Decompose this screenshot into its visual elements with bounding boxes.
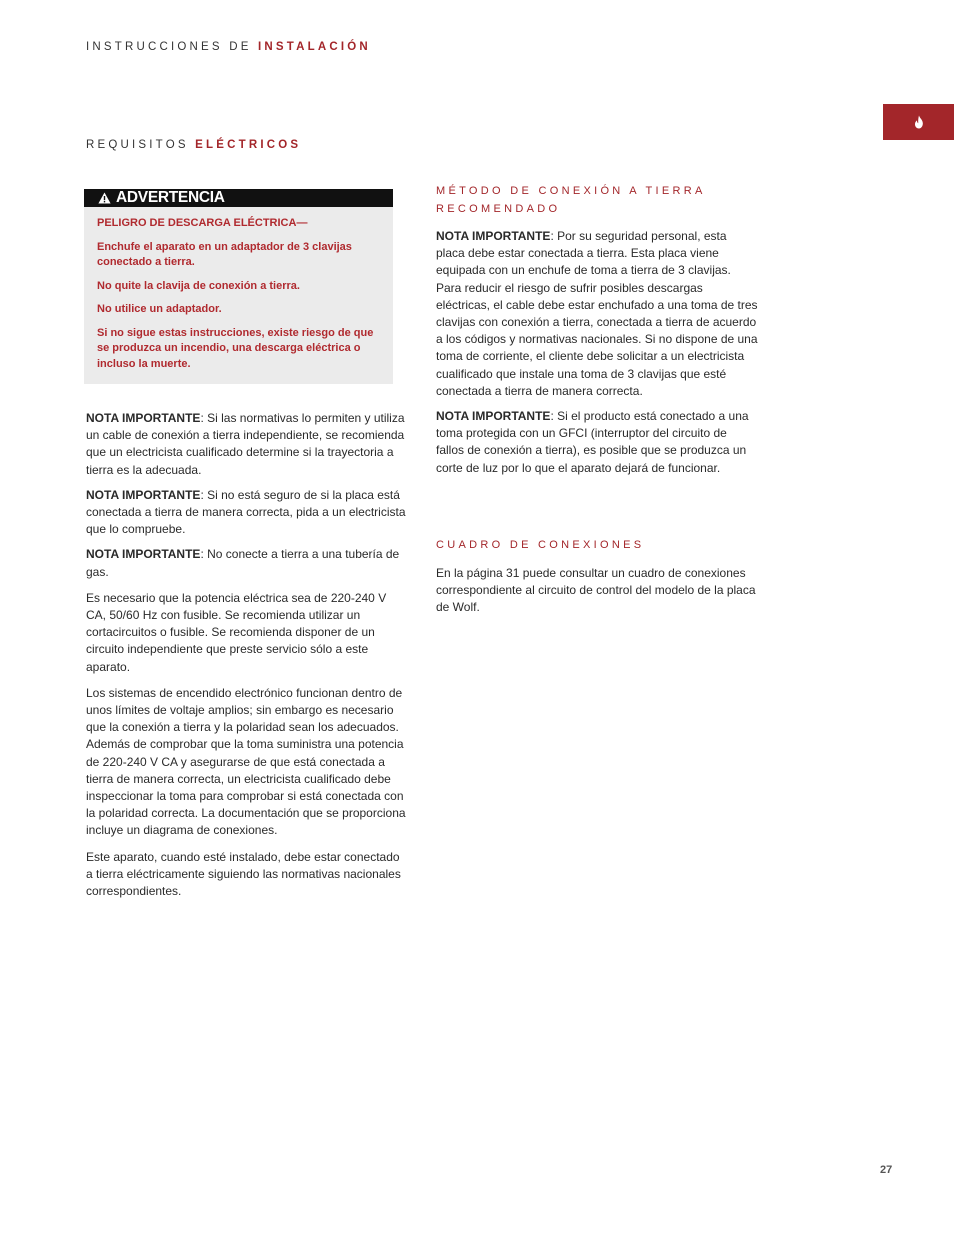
- warning-title: ADVERTENCIA: [116, 189, 225, 206]
- note-label: NOTA IMPORTANTE: [86, 411, 201, 425]
- note-text: : Si no está seguro de si la placa está conectada a tierra de manera correcta, pida a un electricista que lo compruebe.: [86, 487, 406, 537]
- paragraph: Es necesario que la potencia eléctrica sea de 220-240 V CA, 50/60 Hz con fusible. Se recomienda utilizar un cortacircuitos o fusible. Se recomienda disponer de un circuito independiente que preste servicio sólo a este aparato.: [86, 590, 387, 674]
- warning-line: No utilice un adaptador.: [97, 303, 222, 315]
- note-text: : Por su seguridad personal, esta placa debe estar conectada a tierra. Esta placa viene equipada con un enchufe de toma a tierra de 3 clavijas. Para reducir el riesgo de sufrir posibles descargas eléctricas, el cable debe estar enchufado a una toma de tres clavijas con conexión a tierra, conectada a tierra de acuerdo a los códigos y normativas nacionales. Si no dispone de una toma de corriente, el cliente debe solicitar a un electricista cualificado que instale una toma de 3 clavijas que esté conectada a tierra de manera correcta.: [436, 229, 758, 398]
- note-text: : Si el producto está conectado a una toma protegida con un GFCI (interruptor del circuito de fallos de conexión a tierra), es posible que se produzca un corte de luz por lo que el aparato dejará de funcionar.: [436, 409, 749, 475]
- note-label: NOTA IMPORTANTE: [436, 409, 551, 424]
- paragraph: Los sistemas de encendido electrónico funcionan dentro de unos límites de voltaje amplios; sin embargo es necesario que la conexión a tierra y la polaridad sean los adecuados. Además de comprobar que la toma suministra una potencia de 220-240 V CA y asegurarse de que está conectada a tierra de manera correcta, un electricista cualificado debe inspeccionar la toma para comprobar si está conectada con la polaridad correcta. La documentación que se proporciona incluye un diagrama de conexiones.: [86, 685, 406, 838]
- subsection-title-grounding: [436, 182, 706, 218]
- warning-line: Si no sigue estas instrucciones, existe riesgo de que se produzca un incendio, una descarga eléctrica o incluso la muerte.: [97, 326, 374, 370]
- paragraph: [86, 546, 406, 580]
- warning-line: No quite la clavija de conexión a tierra.: [97, 279, 300, 292]
- warning-line: Enchufe el aparato en un adaptador de 3 clavijas conectado a tierra.: [97, 240, 352, 268]
- note-label: NOTA IMPORTANTE: [86, 547, 201, 562]
- warning-line: PELIGRO DE DESCARGA ELÉCTRICA—: [97, 217, 308, 229]
- header-prefix: INSTRUCCIONES DE: [86, 41, 252, 53]
- paragraph: [436, 228, 758, 400]
- right-column: [436, 228, 758, 485]
- paragraph: Este aparato, cuando esté instalado, debe estar conectado a tierra eléctricamente siguiendo las normativas nacionales correspondientes.: [86, 849, 401, 899]
- page-number: 27: [880, 1164, 893, 1176]
- subsection-title-line: RECOMENDADO: [436, 203, 561, 215]
- warning-body: [84, 207, 393, 372]
- header-accent: INSTALACIÓN: [257, 41, 371, 53]
- flame-icon: [913, 115, 925, 129]
- section-title: [86, 139, 301, 151]
- warning-header: [84, 189, 393, 207]
- section-tab: [883, 104, 954, 140]
- subsection-title-chart: CUADRO DE CONEXIONES: [436, 539, 645, 551]
- subsection-title-line: MÉTODO DE CONEXIÓN A TIERRA: [436, 185, 706, 197]
- warning-triangle-icon: [98, 192, 111, 204]
- warning-box: [84, 189, 393, 384]
- note-text: : No conecte a tierra a una tubería de gas.: [86, 547, 400, 579]
- note-label: NOTA IMPORTANTE: [86, 487, 201, 502]
- left-column: [86, 410, 406, 908]
- paragraph: En la página 31 puede consultar un cuadro de conexiones correspondiente al circuito de control del modelo de la placa de Wolf.: [436, 566, 756, 615]
- right-column-bottom: [436, 565, 758, 625]
- page-header: [86, 41, 371, 53]
- section-accent: ELÉCTRICOS: [195, 139, 302, 151]
- note-label: NOTA IMPORTANTE: [436, 229, 551, 243]
- paragraph: [86, 487, 406, 539]
- paragraph: [86, 410, 406, 479]
- paragraph: [436, 408, 758, 477]
- note-text: : Si las normativas lo permiten y utiliza un cable de conexión a tierra independiente, se recomienda que un electricista cualificado determine si la trayectoria a tierra es la adecuada.: [86, 411, 405, 477]
- section-prefix: REQUISITOS: [86, 139, 189, 151]
